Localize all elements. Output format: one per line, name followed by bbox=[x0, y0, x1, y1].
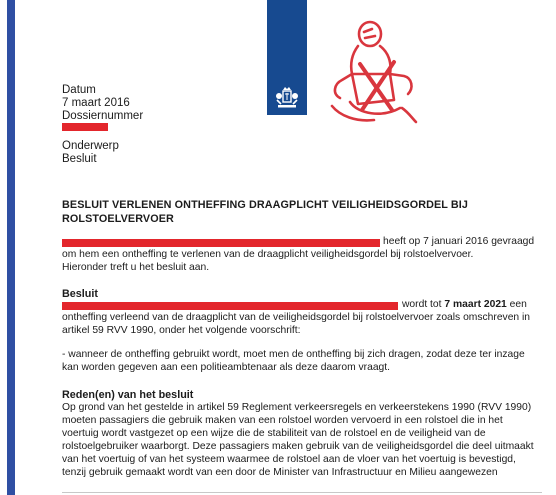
besluit-line-1-post: een bbox=[509, 299, 527, 310]
datum-label: Datum bbox=[62, 84, 96, 96]
dutch-government-crest-icon bbox=[274, 86, 300, 110]
onderwerp-label: Onderwerp bbox=[62, 140, 119, 152]
onderwerp-value: Besluit bbox=[62, 153, 97, 165]
left-edge-bar bbox=[7, 0, 15, 495]
intro-line-3: Hieronder treft u het besluit aan. bbox=[62, 262, 210, 273]
redenen-line-1: Op grond van het gestelde in artikel 59 Reglement verkeersregels en verkeerstekens 1990 (RVV 1990) bbox=[62, 402, 532, 413]
datum-value: 7 maart 2016 bbox=[62, 97, 130, 109]
document-title: BESLUIT VERLENEN ONTHEFFING DRAAGPLICHT VEILIGHEIDSGORDEL BIJ ROLSTOELVERVOER bbox=[62, 199, 469, 225]
redaction-applicant-name bbox=[62, 239, 380, 247]
dossier-label: Dossiernummer bbox=[62, 110, 144, 122]
redenen-line-5: van het voertuig of van het systeem waarmee de rolstoel aan de vloer van het voertuig is bevestigd, bbox=[62, 454, 516, 465]
besluit-line-2: ontheffing verleend van de draagplicht van de veiligheidsgordel bij rolstoelvervoer zoals omschreven in bbox=[62, 312, 531, 323]
redenen-line-6: tenzij gebruik gemaakt wordt van een door de Minister van Infrastructuur en Milieu aangewezen bbox=[62, 467, 498, 478]
voorschrift-line-2: kan worden gegeven aan een politieambtenaar als deze daarom vraagt. bbox=[62, 362, 391, 373]
wheelchair-stamp-icon bbox=[322, 18, 424, 126]
redaction-besluit-name bbox=[62, 302, 398, 310]
page-bottom-rule bbox=[62, 492, 542, 493]
intro-line-2: om hem een ontheffing te verlenen van de draagplicht veiligheidsgordel bij rolstoelvervoer. bbox=[62, 249, 474, 260]
redenen-heading: Reden(en) van het besluit bbox=[62, 389, 194, 401]
redenen-line-3: voertuig wordt vastgezet op een wijze die de stabiliteit van de rolstoel en de veiligheid van de bbox=[62, 428, 486, 439]
redenen-line-2: moeten passagiers die gebruik maken van een rolstoel worden vervoerd in een rolstoel die in het bbox=[62, 415, 503, 426]
besluit-line-3: artikel 59 RVV 1990, onder het volgende voorschrift: bbox=[62, 325, 301, 336]
intro-line-1: heeft op 7 januari 2016 gevraagd bbox=[383, 236, 535, 247]
besluit-line-1 bbox=[402, 299, 552, 312]
besluit-line-1-date: 7 maart 2021 bbox=[444, 299, 507, 310]
redaction-dossiernummer bbox=[62, 123, 108, 131]
redenen-line-4: rolstoelgebruiker waarborgt. Deze passagiers maken gebruik van de veiligheidsgordel die deel uitmaakt bbox=[62, 441, 534, 452]
voorschrift-line-1: - wanneer de ontheffing gebruikt wordt, moet men de ontheffing bij zich dragen, zodat deze ter inzage bbox=[62, 349, 525, 360]
besluit-heading: Besluit bbox=[62, 288, 98, 300]
besluit-line-1-pre: wordt tot bbox=[402, 299, 442, 310]
